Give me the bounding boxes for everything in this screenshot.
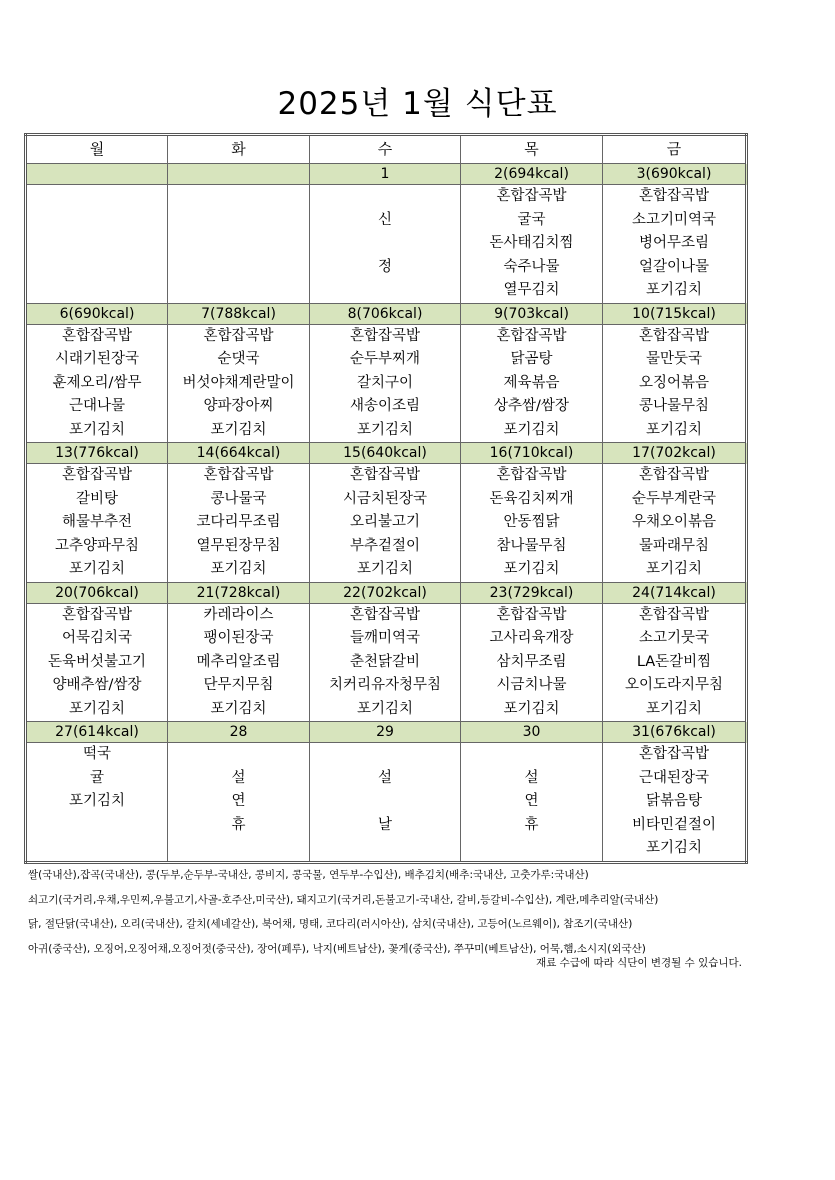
menu-item: 혼합잡곡밥 — [349, 606, 421, 623]
date-cell: 6(690kcal) — [26, 303, 168, 324]
date-cell: 14(664kcal) — [168, 443, 310, 464]
menu-item — [168, 185, 309, 209]
menu-item: 물만둣국 — [645, 351, 703, 367]
menu-item: 포기김치 — [645, 700, 703, 717]
date-cell: 24(714kcal) — [603, 582, 747, 603]
menu-item: 포기김치 — [645, 840, 703, 856]
meal-table — [24, 133, 748, 864]
menu-item — [27, 279, 167, 303]
menu-item: 순두부찌개 — [349, 351, 421, 367]
menu-row — [26, 464, 747, 583]
menu-cell-mon — [26, 464, 168, 583]
menu-item: 포기김치 — [356, 561, 414, 577]
menu-item: 혼합잡곡밥 — [638, 746, 710, 762]
menu-item: 해물부추전 — [61, 514, 133, 530]
menu-item — [310, 185, 460, 209]
menu-item: 혼합잡곡밥 — [638, 188, 710, 204]
menu-item: 콩나물무침 — [638, 398, 710, 414]
menu-item: 설 — [231, 769, 246, 786]
menu-cell-mon — [26, 603, 168, 722]
menu-item: 치커리유자청무침 — [328, 677, 442, 693]
menu-cell-wed — [310, 185, 461, 304]
date-cell: 29 — [310, 722, 461, 743]
menu-item: 양파장아찌 — [203, 398, 274, 414]
date-cell: 28 — [168, 722, 310, 743]
menu-item — [27, 256, 167, 280]
menu-item — [168, 743, 309, 767]
menu-item: 열무김치 — [503, 282, 560, 298]
date-cell: 13(776kcal) — [26, 443, 168, 464]
menu-item — [27, 209, 167, 233]
menu-cell-thu — [461, 603, 603, 722]
menu-item: 물파래무침 — [638, 537, 710, 554]
origin-note: 쌀(국내산),잡곡(국내산), 콩(두부,순두부-국내산, 콩비지, 콩국물, 연두부-수입산), 배추김치(배추:국내산, 고춧가루:국내산) — [28, 869, 589, 881]
date-cell: 10(715kcal) — [603, 303, 747, 324]
menu-item: 순댓국 — [217, 351, 260, 367]
menu-row — [26, 185, 747, 304]
date-cell: 31(676kcal) — [603, 722, 747, 743]
menu-item: 설 — [377, 769, 392, 786]
menu-row — [26, 743, 747, 863]
menu-item: 혼합잡곡밥 — [496, 327, 567, 344]
menu-cell-wed — [310, 603, 461, 722]
menu-item: 소고기미역국 — [631, 211, 717, 228]
menu-cell-wed — [310, 743, 461, 863]
date-cell: 20(706kcal) — [26, 582, 168, 603]
date-row — [26, 303, 747, 324]
date-cell — [26, 164, 168, 185]
menu-item: 돈육김치찌개 — [489, 490, 574, 507]
menu-item: 연 — [524, 793, 539, 809]
origin-note: 쇠고기(국거리,우채,우민찌,우불고기,사골-호주산,미국산), 돼지고기(국거리,돈불고기-국내산, 갈비,등갈비-수입산), 계란,메추리알(국내산) — [28, 893, 659, 906]
origin-note: 아귀(중국산), 오징어,오징어채,오징어젓(중국산), 장어(페루), 낙지(베트남산), 꽃게(중국산), 쭈꾸미(베트남산), 어묵,햄,소시지(외국산) — [28, 942, 646, 955]
menu-item: 포기김치 — [210, 561, 267, 577]
menu-item: 부추겉절이 — [349, 537, 421, 554]
menu-item: 혼합잡곡밥 — [203, 327, 274, 344]
menu-item: 혼합잡곡밥 — [349, 467, 421, 483]
date-cell: 1 — [310, 164, 461, 185]
date-row — [26, 722, 747, 743]
menu-cell-mon — [26, 185, 168, 304]
menu-item: 안동찜닭 — [503, 514, 560, 530]
menu-item — [310, 837, 460, 861]
menu-item: 상추쌈/쌈장 — [494, 398, 569, 414]
menu-item: 메추리알조림 — [196, 653, 281, 670]
menu-item — [168, 256, 309, 280]
menu-item: LA돈갈비찜 — [636, 653, 712, 670]
menu-row — [26, 324, 747, 443]
menu-item: 시래기된장국 — [54, 351, 140, 367]
menu-item: 설 — [524, 769, 539, 786]
date-cell: 17(702kcal) — [603, 443, 747, 464]
menu-item: 오징어볶음 — [638, 374, 710, 391]
menu-item: 혼합잡곡밥 — [638, 327, 710, 344]
menu-cell-fri — [603, 464, 747, 583]
menu-item — [168, 232, 309, 256]
menu-cell-mon — [26, 743, 168, 863]
menu-item: 혼합잡곡밥 — [638, 467, 710, 483]
menu-cell-tue — [168, 743, 310, 863]
menu-item — [168, 279, 309, 303]
menu-item: 춘천닭갈비 — [349, 653, 421, 670]
menu-item: 귤 — [89, 769, 104, 786]
menu-item — [310, 279, 460, 303]
menu-item — [27, 814, 167, 838]
menu-item — [461, 837, 602, 861]
menu-item: 양배추쌈/쌈장 — [52, 677, 142, 693]
date-cell: 9(703kcal) — [461, 303, 603, 324]
menu-item: 오리불고기 — [349, 514, 421, 530]
menu-item: 닭곰탕 — [510, 351, 553, 367]
date-cell: 30 — [461, 722, 603, 743]
date-cell: 15(640kcal) — [310, 443, 461, 464]
menu-item: 소고기뭇국 — [638, 630, 710, 646]
menu-cell-thu — [461, 464, 603, 583]
menu-cell-thu — [461, 324, 603, 443]
menu-item: 열무된장무침 — [196, 537, 281, 554]
menu-item: 삼치무조림 — [496, 653, 567, 670]
menu-item: 얼갈이나물 — [638, 258, 710, 275]
menu-item: 버섯야채계란말이 — [182, 374, 295, 391]
menu-item: 포기김치 — [503, 561, 560, 577]
menu-item: 근대된장국 — [638, 769, 710, 786]
menu-item: 정 — [377, 258, 392, 275]
origin-notes — [28, 863, 748, 961]
menu-cell-tue — [168, 464, 310, 583]
menu-item: 시금치나물 — [496, 677, 567, 693]
weekday-wed: 수 — [310, 135, 461, 164]
menu-item: 카레라이스 — [203, 606, 274, 623]
menu-item: 휴 — [524, 816, 539, 833]
menu-item: 병어무조림 — [638, 235, 710, 251]
menu-row — [26, 603, 747, 722]
menu-item: 순두부계란국 — [631, 490, 717, 507]
menu-item: 새송이조림 — [349, 398, 421, 414]
menu-item: 훈제오리/쌈무 — [52, 374, 142, 391]
menu-item: 단무지무침 — [203, 677, 274, 693]
menu-cell-fri — [603, 603, 747, 722]
weekday-header-row — [26, 135, 747, 164]
menu-item: 혼합잡곡밥 — [61, 606, 133, 623]
menu-item: 고추양파무침 — [54, 537, 140, 554]
menu-item: 혼합잡곡밥 — [638, 606, 710, 623]
menu-cell-fri — [603, 743, 747, 863]
menu-item: 혼합잡곡밥 — [496, 606, 567, 623]
weekday-thu: 목 — [461, 135, 603, 164]
date-cell: 3(690kcal) — [603, 164, 747, 185]
menu-item: 떡국 — [82, 746, 111, 762]
menu-item: 휴 — [231, 816, 246, 833]
menu-item: 포기김치 — [210, 700, 267, 717]
menu-item: 돈사태김치찜 — [489, 235, 574, 251]
menu-item: 날 — [377, 816, 392, 833]
menu-item: 닭볶음탕 — [645, 793, 703, 809]
menu-item — [27, 185, 167, 209]
menu-item: 혼합잡곡밥 — [349, 327, 421, 344]
menu-cell-thu — [461, 185, 603, 304]
menu-cell-fri — [603, 324, 747, 443]
menu-item: 들깨미역국 — [349, 630, 421, 646]
date-row — [26, 582, 747, 603]
menu-cell-thu — [461, 743, 603, 863]
date-cell: 16(710kcal) — [461, 443, 603, 464]
menu-item: 갈비탕 — [75, 490, 119, 507]
menu-cell-mon — [26, 324, 168, 443]
date-row — [26, 443, 747, 464]
menu-item: 혼합잡곡밥 — [496, 467, 567, 483]
date-cell — [168, 164, 310, 185]
menu-cell-tue — [168, 185, 310, 304]
menu-item — [461, 743, 602, 767]
menu-item: 고사리육개장 — [489, 630, 574, 646]
menu-item: 포기김치 — [503, 700, 560, 717]
menu-item: 포기김치 — [356, 700, 414, 717]
menu-item — [27, 232, 167, 256]
menu-item: 오이도라지무침 — [624, 677, 724, 693]
menu-item: 혼합잡곡밥 — [61, 467, 133, 483]
menu-item: 시금치된장국 — [342, 490, 428, 507]
menu-cell-wed — [310, 464, 461, 583]
menu-item: 갈치구이 — [356, 374, 414, 391]
menu-item: 포기김치 — [503, 421, 560, 438]
menu-item: 굴국 — [517, 211, 546, 228]
menu-item: 콩나물국 — [210, 490, 267, 507]
menu-item — [168, 837, 309, 861]
menu-item: 포기김치 — [645, 282, 703, 298]
date-cell: 27(614kcal) — [26, 722, 168, 743]
menu-item — [310, 232, 460, 256]
menu-item: 신 — [377, 211, 392, 228]
menu-cell-tue — [168, 603, 310, 722]
date-cell: 21(728kcal) — [168, 582, 310, 603]
menu-item — [27, 837, 167, 861]
menu-item: 포기김치 — [68, 700, 126, 717]
weekday-mon: 월 — [26, 135, 168, 164]
menu-item: 포기김치 — [68, 793, 126, 809]
page-title: 2025년 1월 식단표 — [277, 86, 558, 122]
menu-item: 돈육버섯불고기 — [47, 653, 147, 670]
menu-item: 포기김치 — [645, 421, 703, 438]
menu-item: 숙주나물 — [503, 258, 560, 275]
date-row — [26, 164, 747, 185]
menu-item: 코다리무조림 — [196, 514, 281, 530]
menu-item: 비타민겉절이 — [631, 816, 717, 833]
menu-item: 연 — [231, 793, 246, 809]
date-cell: 2(694kcal) — [461, 164, 603, 185]
menu-item: 혼합잡곡밥 — [61, 327, 133, 344]
menu-item: 혼합잡곡밥 — [203, 467, 274, 483]
menu-item: 혼합잡곡밥 — [496, 188, 567, 204]
menu-item: 포기김치 — [68, 421, 126, 438]
date-cell: 23(729kcal) — [461, 582, 603, 603]
date-cell: 22(702kcal) — [310, 582, 461, 603]
menu-item: 포기김치 — [645, 561, 703, 577]
menu-item: 참나물무침 — [496, 537, 567, 554]
menu-item: 포기김치 — [68, 561, 126, 577]
menu-item: 우채오이볶음 — [631, 514, 717, 530]
weekday-tue: 화 — [168, 135, 310, 164]
menu-item: 팽이된장국 — [203, 630, 274, 646]
menu-item: 포기김치 — [210, 421, 267, 438]
menu-item — [310, 743, 460, 767]
menu-item: 제육볶음 — [503, 374, 560, 391]
weekday-fri: 금 — [603, 135, 747, 164]
menu-item — [310, 790, 460, 814]
menu-cell-wed — [310, 324, 461, 443]
menu-item: 포기김치 — [356, 421, 414, 438]
menu-item — [168, 209, 309, 233]
date-cell: 8(706kcal) — [310, 303, 461, 324]
change-notice: 재료 수급에 따라 식단이 변경될 수 있습니다. — [536, 957, 742, 969]
date-cell: 7(788kcal) — [168, 303, 310, 324]
menu-item: 어묵김치국 — [61, 630, 133, 646]
menu-cell-fri — [603, 185, 747, 304]
menu-item: 근대나물 — [68, 398, 126, 414]
menu-cell-tue — [168, 324, 310, 443]
origin-note: 닭, 절단닭(국내산), 오리(국내산), 갈치(세네갈산), 북어채, 명태, 코다리(러시아산), 삼치(국내산), 고등어(노르웨이), 참조기(국내산) — [28, 918, 633, 930]
